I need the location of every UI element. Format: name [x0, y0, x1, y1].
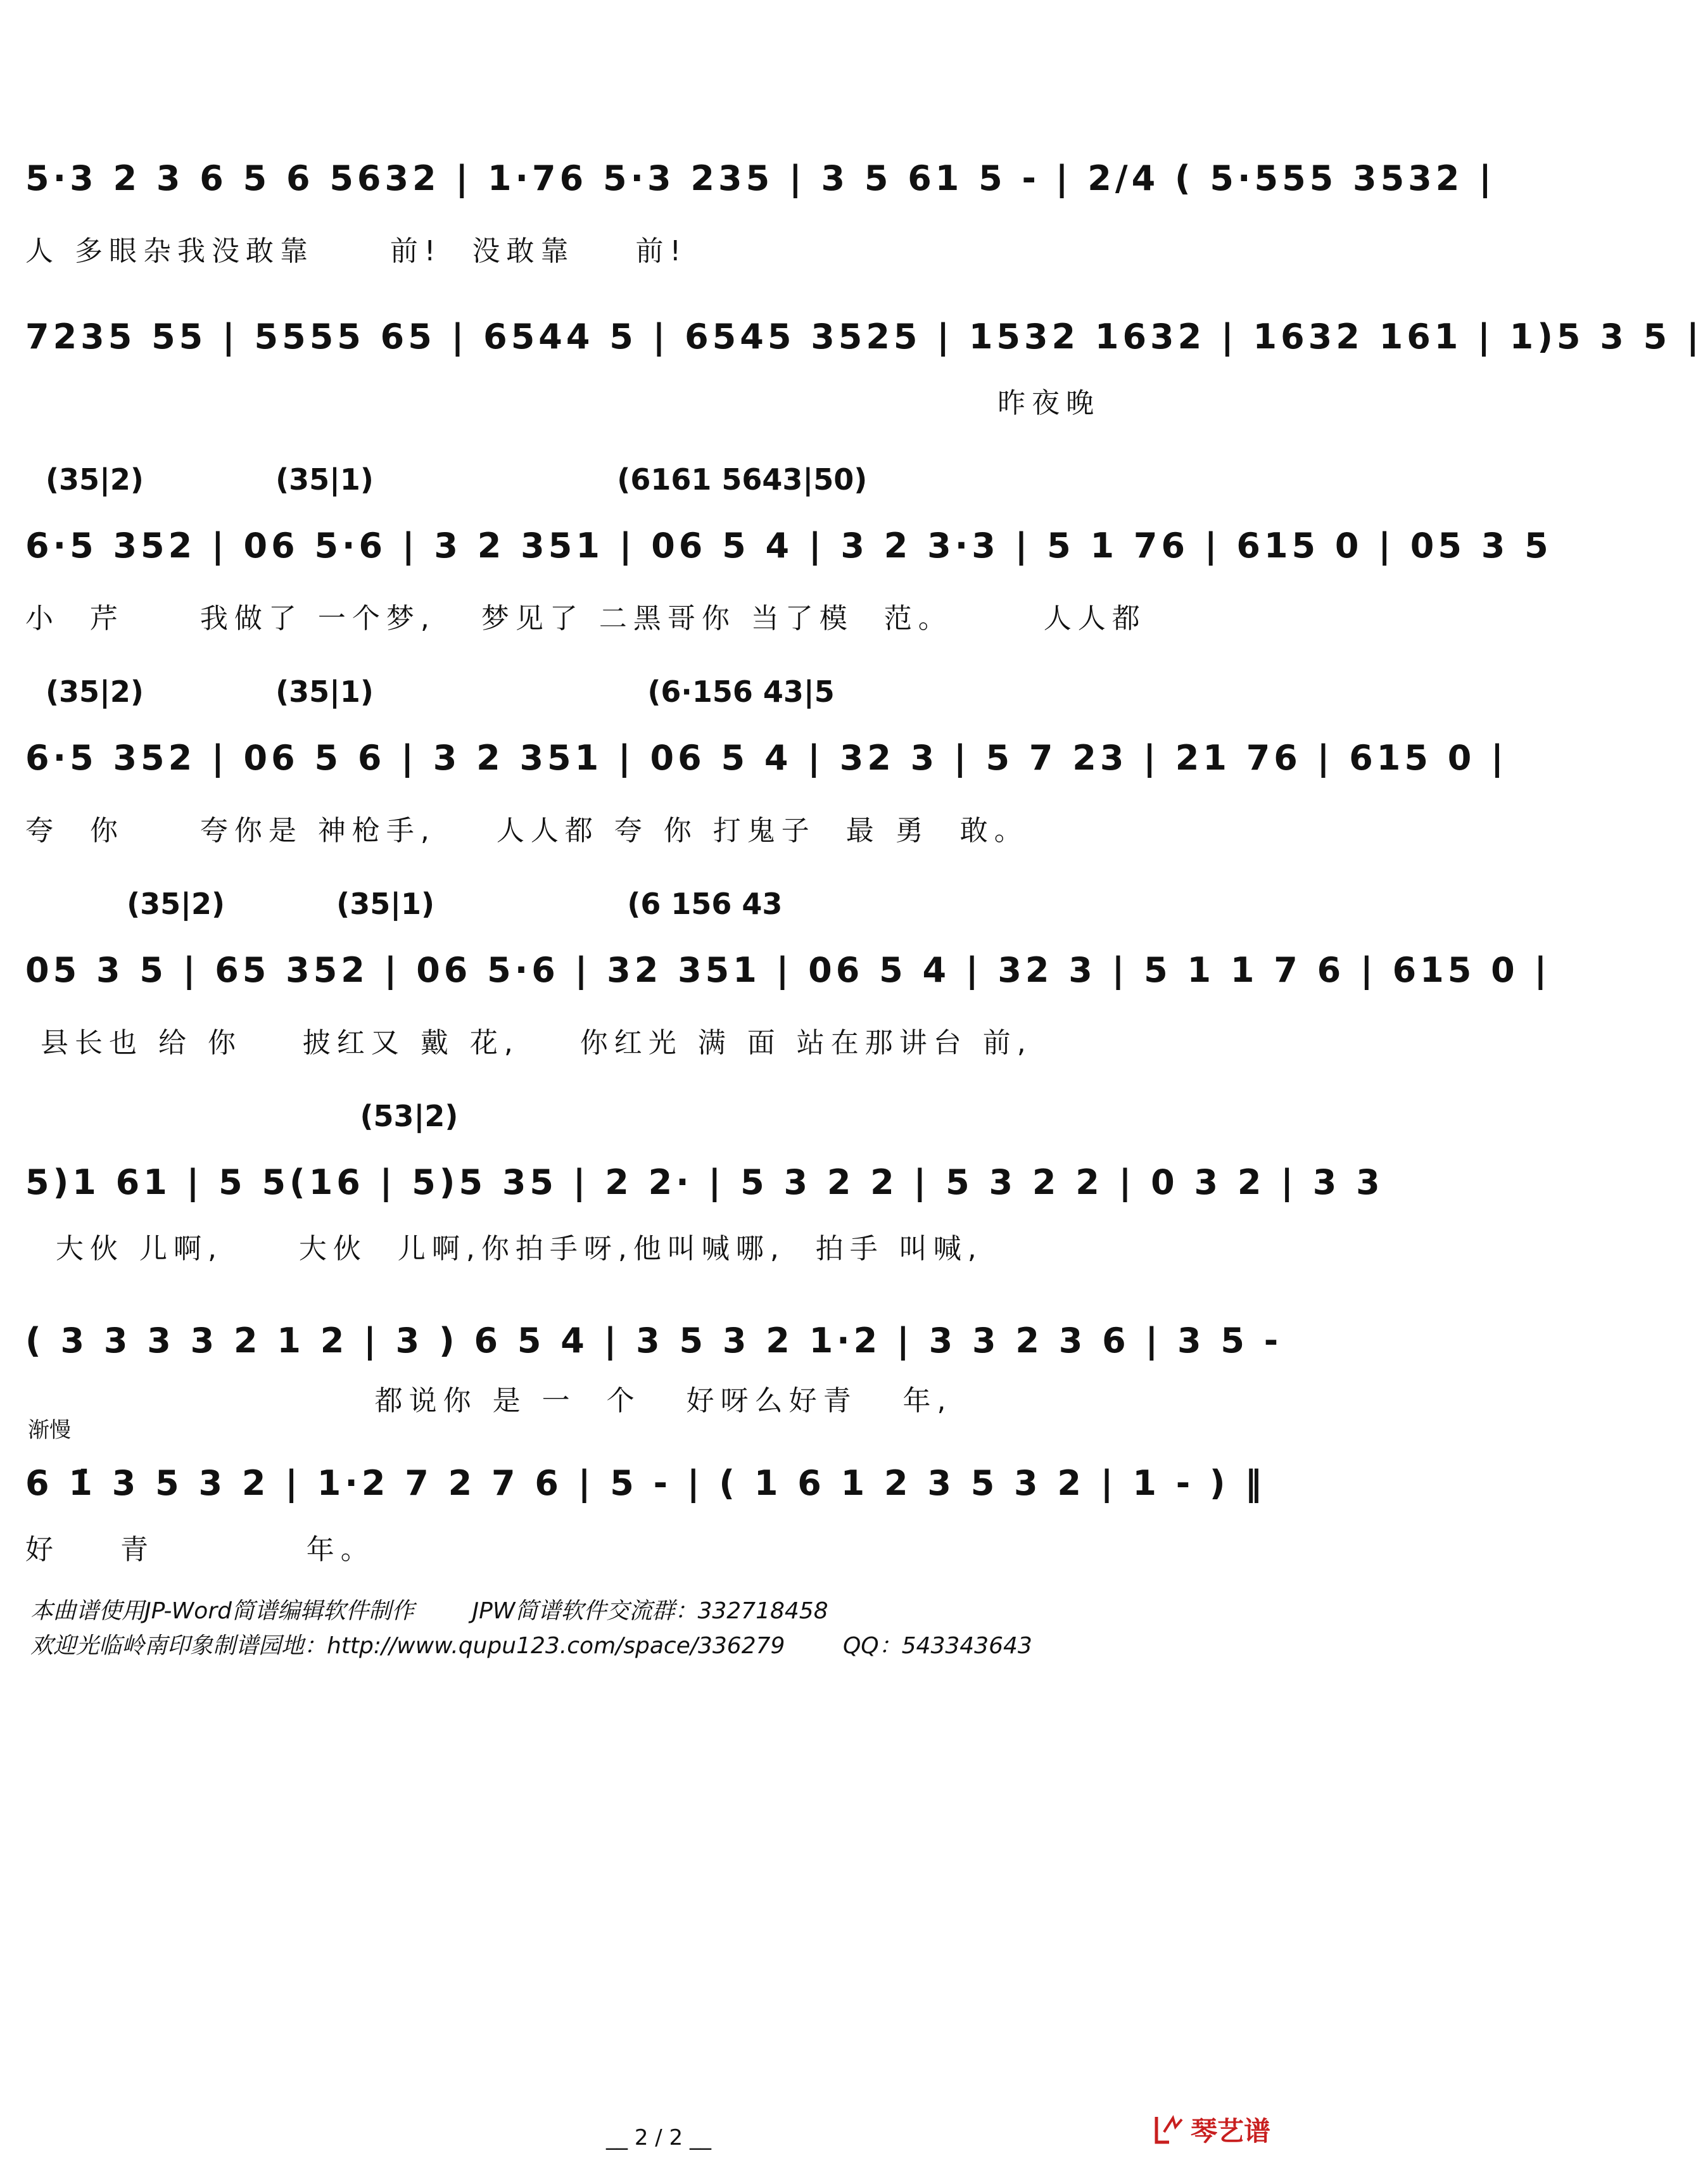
notation-line: 6·5 352 | 06 5 6 | 3 2 351 | 06 5 4 | 32 3 | 5 7 23 | 21 76 | 615 0 | [25, 738, 1507, 778]
notation-line: 5)1 61 | 5 5(16 | 5)5 35 | 2 2· | 5 3 2 2 | 5 3 2 2 | 0 3 2 | 3 3 [25, 1162, 1384, 1202]
lyrics-line: 大伙 儿啊, 大伙 儿啊,你拍手呀,他叫喊哪, 拍手 叫喊, [25, 1233, 983, 1265]
ornament-line: (35|2) (35|1) (6·156 43|5 [25, 675, 835, 709]
notation-line: 5·3 2 3 6 5 6 5632 | 1·76 5·3 235 | 3 5 61 5 - | 2/4 ( 5·555 3532 | [25, 158, 1495, 198]
notation-line: 7235 55 | 5555 65 | 6544 5 | 6545 3525 | 1532 1632 | 1632 161 | 1)5 3 5 | [25, 317, 1703, 357]
lyrics-line: 昨夜晚 [25, 387, 1101, 419]
score-system-7 [25, 1314, 1298, 1422]
score-system-1 [25, 152, 1495, 272]
ornament-line: (35|2) (35|1) (6 156 43 [25, 887, 783, 921]
tempo-marking: 渐慢 [28, 1418, 71, 1443]
lyrics-line: 小 芹 我做了 一个梦, 梦见了 二黑哥你 当了模 范。 人人都 [25, 602, 1146, 635]
score-system-2 [25, 310, 1703, 424]
page-number: __ 2 / 2 __ [606, 2125, 711, 2150]
score-system-3 [25, 456, 1552, 640]
notation-line: 6 1̇ 3 5 3 2 | 1·2 7 2 7 6 | 5 - | ( 1 6 1 2 3 5 3 2 | 1 - ) ‖ [25, 1463, 1266, 1503]
logo-text: 琴艺谱 [1191, 2116, 1271, 2147]
notation-line: 05 3 5 | 65 352 | 06 5·6 | 32 351 | 06 5 4 | 32 3 | 5 1 1 7 6 | 615 0 | [25, 950, 1551, 990]
piano-logo-icon [1153, 2113, 1186, 2146]
score-system-5 [25, 880, 1551, 1064]
notation-line: ( 3 3 3 3 2 1 2 | 3 ) 6 5 4 | 3 5 3 2 1·2 | 3 3 2 3 6 | 3 5 - [25, 1321, 1282, 1361]
lyrics-line: 好 青 年。 [25, 1533, 375, 1566]
brand-logo [1153, 2111, 1270, 2149]
score-system-4 [25, 668, 1507, 852]
lyrics-line: 县长也 给 你 披红又 戴 花, 你红光 满 面 站在那讲台 前, [25, 1027, 1032, 1059]
ornament-line: (53|2) [25, 1099, 459, 1133]
notation-line: 6·5 352 | 06 5·6 | 3 2 351 | 06 5 4 | 3 2 3·3 | 5 1 76 | 615 0 | 05 3 5 [25, 526, 1552, 566]
ornament-line: (35|2) (35|1) (6161 5643|50) [25, 462, 868, 497]
lyrics-line: 都说你 是 一 个 好呀么好青 年, [25, 1385, 953, 1417]
score-system-6 [25, 1093, 1384, 1270]
lyrics-line: 人 多眼杂我没敢靠 前! 没敢靠 前! [25, 235, 688, 267]
credits-line-2: 欢迎光临岭南印象制谱园地：http://www.qupu123.com/space/336279 QQ：543343643 [30, 1633, 1032, 1659]
credits-line-1: 本曲谱使用JP-Word简谱编辑软件制作 JPW简谱软件交流群：332718458 [30, 1598, 828, 1624]
lyrics-line: 夸 你 夸你是 神枪手, 人人都 夸 你 打鬼子 最 勇 敢。 [25, 815, 1029, 847]
score-system-8 [25, 1457, 1298, 1571]
